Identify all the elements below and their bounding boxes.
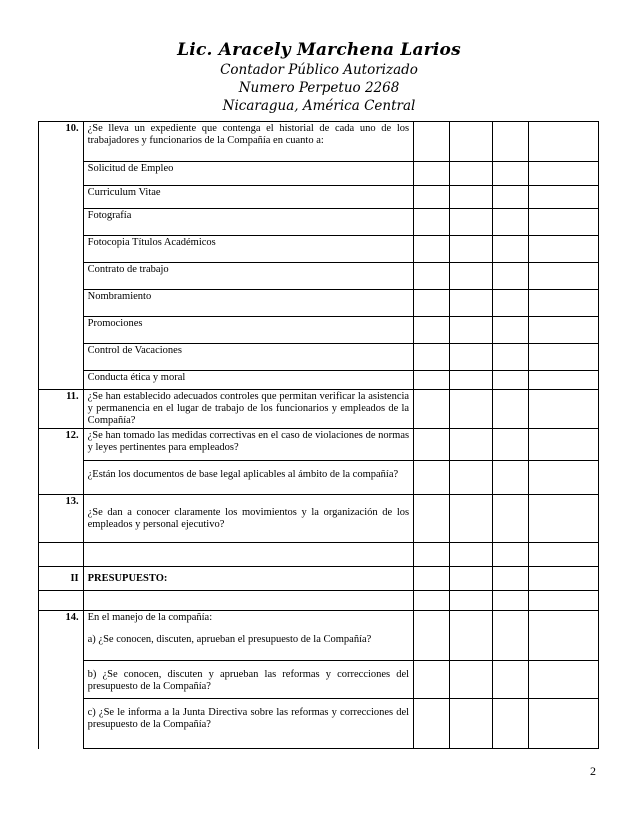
answer-cell[interactable] <box>450 611 493 661</box>
answer-cell[interactable] <box>450 290 493 317</box>
answer-cell[interactable] <box>414 543 450 567</box>
answer-cell[interactable] <box>450 236 493 263</box>
letterhead-location: Nicaragua, América Central <box>222 98 416 114</box>
section-title: PRESUPUESTO: <box>83 567 413 591</box>
question-text <box>83 611 413 661</box>
answer-cell[interactable] <box>528 543 598 567</box>
answer-cell[interactable] <box>414 122 450 162</box>
answer-cell[interactable] <box>450 162 493 186</box>
answer-cell[interactable] <box>414 263 450 290</box>
empty-cell <box>39 591 84 611</box>
sub-item-text: Nombramiento <box>83 290 413 317</box>
answer-cell[interactable] <box>450 567 493 591</box>
answer-cell[interactable] <box>450 317 493 344</box>
answer-cell[interactable] <box>414 699 450 749</box>
question-number: 14. <box>39 611 84 749</box>
empty-cell <box>83 591 413 611</box>
question-text: ¿Se dan a conocer claramente los movimientos y la organización de los empleados y personal ejecutivo? <box>83 495 413 543</box>
table-row <box>39 317 599 344</box>
answer-cell[interactable] <box>492 209 528 236</box>
question-number: 13. <box>39 495 84 543</box>
sub-item-text: Solicitud de Empleo <box>83 162 413 186</box>
answer-cell[interactable] <box>492 495 528 543</box>
sub-item-text: Contrato de trabajo <box>83 263 413 290</box>
answer-cell[interactable] <box>414 661 450 699</box>
answer-cell[interactable] <box>528 162 598 186</box>
table-row <box>39 543 599 567</box>
answer-cell[interactable] <box>492 611 528 661</box>
letterhead-name: Lic. Aracely Marchena Larios <box>177 40 461 60</box>
answer-cell[interactable] <box>528 390 598 429</box>
table-row <box>39 390 599 429</box>
sub-item-text: Fotocopia Títulos Académicos <box>83 236 413 263</box>
answer-cell[interactable] <box>492 344 528 371</box>
answer-cell[interactable] <box>492 390 528 429</box>
table-row <box>39 429 599 461</box>
table-row <box>39 122 599 162</box>
empty-cell <box>39 543 84 567</box>
sub-question-a: a) ¿Se conocen, discuten, aprueban el presupuesto de la Compañía? <box>87 634 372 645</box>
answer-cell[interactable] <box>450 122 493 162</box>
answer-cell[interactable] <box>414 344 450 371</box>
answer-cell[interactable] <box>450 209 493 236</box>
answer-cell[interactable] <box>414 611 450 661</box>
answer-cell[interactable] <box>414 371 450 390</box>
sub-item-text: Control de Vacaciones <box>83 344 413 371</box>
table-row <box>39 591 599 611</box>
answer-cell[interactable] <box>450 543 493 567</box>
answer-cell[interactable] <box>492 290 528 317</box>
answer-cell[interactable] <box>450 371 493 390</box>
question-text: ¿Se han establecido adecuados controles que permitan verificar la asistencia y permanencia en el lugar de trabajo de los funcionarios y empleados de la Compañía? <box>83 390 413 429</box>
questionnaire-table <box>38 121 599 749</box>
answer-cell[interactable] <box>414 461 450 495</box>
answer-cell[interactable] <box>450 429 493 461</box>
answer-cell[interactable] <box>528 209 598 236</box>
answer-cell[interactable] <box>528 290 598 317</box>
answer-cell[interactable] <box>492 461 528 495</box>
table-row <box>39 263 599 290</box>
question-number: 11. <box>39 390 84 429</box>
table-row <box>39 209 599 236</box>
table-row <box>39 290 599 317</box>
section-number: II <box>39 567 84 591</box>
answer-cell[interactable] <box>414 429 450 461</box>
table-row <box>39 461 599 495</box>
answer-cell[interactable] <box>528 699 598 749</box>
page-number: 2 <box>590 764 596 778</box>
answer-cell[interactable] <box>414 317 450 344</box>
letterhead-license: Numero Perpetuo 2268 <box>238 80 400 96</box>
answer-cell[interactable] <box>450 495 493 543</box>
answer-cell[interactable] <box>492 236 528 263</box>
question-number: 10. <box>39 122 84 390</box>
letterhead-title: Contador Público Autorizado <box>220 62 418 78</box>
answer-cell[interactable] <box>492 186 528 209</box>
answer-cell[interactable] <box>528 317 598 344</box>
table-row <box>39 162 599 186</box>
answer-cell[interactable] <box>414 236 450 263</box>
answer-cell[interactable] <box>492 371 528 390</box>
question-text: ¿Se han tomado las medidas correctivas en el caso de violaciones de normas y leyes pertinentes para empleados? <box>83 429 413 461</box>
answer-cell[interactable] <box>450 661 493 699</box>
answer-cell[interactable] <box>528 461 598 495</box>
table-row <box>39 371 599 390</box>
table-row <box>39 495 599 543</box>
answer-cell[interactable] <box>492 263 528 290</box>
answer-cell[interactable] <box>492 429 528 461</box>
empty-cell <box>83 543 413 567</box>
table-row <box>39 236 599 263</box>
table-row <box>39 186 599 209</box>
table-row <box>39 661 599 699</box>
answer-cell[interactable] <box>450 390 493 429</box>
answer-cell[interactable] <box>528 567 598 591</box>
question-number: 12. <box>39 429 84 495</box>
answer-cell[interactable] <box>450 591 493 611</box>
answer-cell[interactable] <box>528 122 598 162</box>
answer-cell[interactable] <box>414 591 450 611</box>
table-row <box>39 699 599 749</box>
answer-cell[interactable] <box>528 591 598 611</box>
answer-cell[interactable] <box>450 186 493 209</box>
answer-cell[interactable] <box>528 371 598 390</box>
answer-cell[interactable] <box>528 495 598 543</box>
answer-cell[interactable] <box>492 317 528 344</box>
sub-question-b: b) ¿Se conocen, discuten y aprueban las reformas y correcciones del presupuesto de la Compañía? <box>83 661 413 699</box>
answer-cell[interactable] <box>492 591 528 611</box>
answer-cell[interactable] <box>414 495 450 543</box>
answer-cell[interactable] <box>528 344 598 371</box>
table-row <box>39 567 599 591</box>
answer-cell[interactable] <box>492 122 528 162</box>
table-row <box>39 611 599 661</box>
sub-item-text: Fotografía <box>83 209 413 236</box>
answer-cell[interactable] <box>450 699 493 749</box>
answer-cell[interactable] <box>492 162 528 186</box>
answer-cell[interactable] <box>414 390 450 429</box>
question-text: ¿Se lleva un expediente que contenga el historial de cada uno de los trabajadores y funcionarios de la Compañía en cuanto a: <box>83 122 413 162</box>
answer-cell[interactable] <box>528 236 598 263</box>
answer-cell[interactable] <box>414 290 450 317</box>
sub-question-c: c) ¿Se le informa a la Junta Directiva sobre las reformas y correcciones del presupuesto de la Compañía? <box>83 699 413 749</box>
answer-cell[interactable] <box>414 567 450 591</box>
answer-cell[interactable] <box>492 567 528 591</box>
answer-cell[interactable] <box>492 543 528 567</box>
answer-cell[interactable] <box>528 429 598 461</box>
sub-item-text: Promociones <box>83 317 413 344</box>
sub-item-text: Conducta ética y moral <box>83 371 413 390</box>
table-row <box>39 344 599 371</box>
answer-cell[interactable] <box>414 186 450 209</box>
answer-cell[interactable] <box>450 344 493 371</box>
answer-cell[interactable] <box>492 699 528 749</box>
answer-cell[interactable] <box>414 162 450 186</box>
answer-cell[interactable] <box>528 661 598 699</box>
answer-cell[interactable] <box>414 209 450 236</box>
answer-cell[interactable] <box>528 263 598 290</box>
sub-item-text: Curriculum Vitae <box>83 186 413 209</box>
question-intro: En el manejo de la compañía: <box>87 612 213 623</box>
answer-cell[interactable] <box>450 461 493 495</box>
answer-cell[interactable] <box>492 661 528 699</box>
answer-cell[interactable] <box>450 263 493 290</box>
answer-cell[interactable] <box>528 186 598 209</box>
question-text: ¿Están los documentos de base legal aplicables al ámbito de la compañía? <box>83 461 413 495</box>
answer-cell[interactable] <box>528 611 598 661</box>
